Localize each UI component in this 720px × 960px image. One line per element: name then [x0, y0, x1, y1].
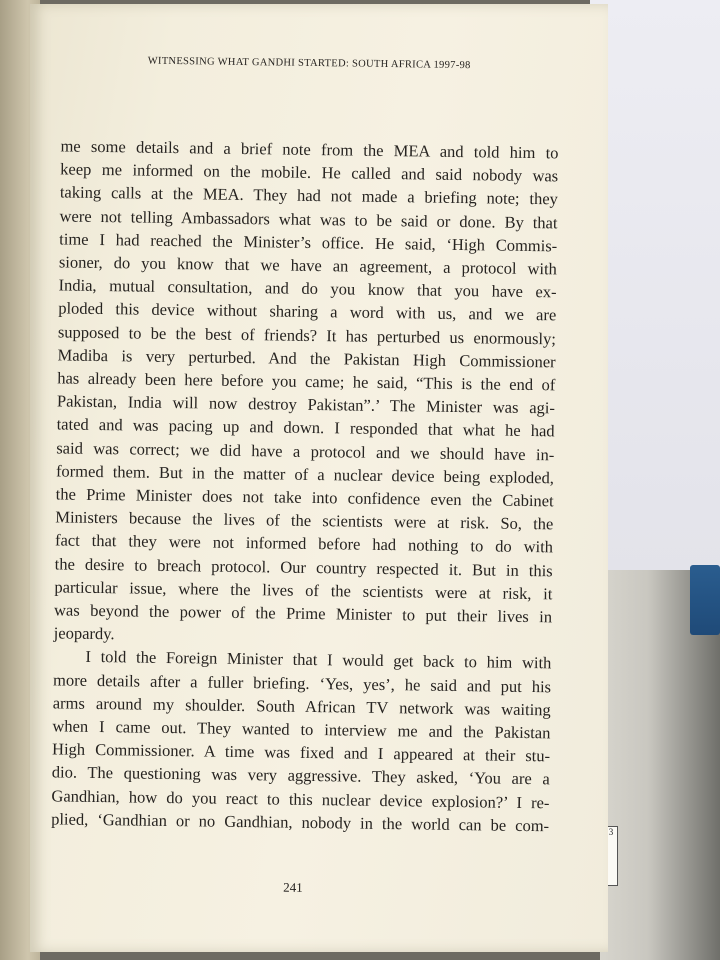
text-line: sioner, do you know that we have an agreement, a protocol with — [58, 252, 558, 279]
text-line: jeopardy. — [53, 623, 115, 644]
text-line: Ministers because the lives of the scientists were at risk. So, the — [55, 507, 554, 534]
text-line: were not telling Ambassadors what was to be said or done. By that — [59, 206, 558, 232]
text-line: fact that they were not informed before had nothing to do with — [54, 530, 554, 557]
text-line: High Commissioner. A time was fixed and I appeared at their stu- — [52, 739, 551, 766]
text-line: time I had reached the Minister’s office. He said, ‘High Commis- — [59, 229, 558, 256]
text-line: said was correct; we did have a protocol and we should have in- — [56, 438, 555, 464]
body-text — [51, 134, 559, 837]
text-line: supposed to be the best of friends? It has perturbed us enormously; — [57, 322, 557, 348]
background-blue-object — [690, 565, 720, 635]
text-line: taking calls at the MEA. They had not made a briefing note; they — [59, 182, 558, 209]
text-line: tated and was pacing up and down. I responded that what he had — [56, 414, 555, 441]
text-line: ploded this device without sharing a word with us, and we are — [58, 298, 557, 325]
text-line: more details after a fuller briefing. ‘Yes, yes’, he said and put his — [52, 670, 552, 697]
background-paper-sheet — [590, 0, 720, 575]
text-line: has already been here before you came; he said, “This is the end of — [57, 368, 556, 395]
text-line: particular issue, where the lives of the scientists were at risk, it — [54, 577, 553, 604]
text-line: plied, ‘Gandhian or no Gandhian, nobody in the world can be com- — [51, 809, 550, 836]
text-line: formed them. But in the matter of a nuclear device being exploded, — [55, 461, 555, 488]
page-number: 241 — [283, 879, 303, 895]
text-line: Pakistan, India will now destroy Pakistan”.’ The Minister was agi- — [56, 391, 556, 418]
text-line: India, mutual consultation, and do you know that you have ex- — [58, 275, 557, 302]
text-line: keep me informed on the mobile. He called and said nobody was — [60, 159, 559, 186]
text-line: was beyond the power of the Prime Minister to put their lives in — [53, 600, 553, 627]
book-page — [30, 4, 608, 952]
text-line: dio. The questioning was very aggressive. They asked, ‘You are a — [51, 762, 550, 789]
running-head: WITNESSING WHAT GANDHI STARTED: SOUTH AFRICA 1997-98 — [147, 55, 471, 72]
text-line: Madiba is very perturbed. And the Pakistan High Commissioner — [57, 345, 556, 372]
text-line: me some details and a brief note from the MEA and told him to — [60, 136, 559, 163]
text-line: when I came out. They wanted to interview me and the Pakistan — [52, 716, 551, 743]
page-content — [37, 0, 590, 955]
text-line: Gandhian, how do you react to this nuclear device explosion?’ I re- — [51, 786, 550, 813]
side-tab-label: 3 — [604, 826, 618, 886]
text-line: arms around my shoulder. South African TV network was waiting — [52, 693, 551, 720]
text-line: the desire to breach protocol. Our country respected it. But in this — [54, 554, 553, 580]
text-line: the Prime Minister does not take into confidence even the Cabinet — [55, 484, 554, 511]
text-line: I told the Foreign Minister that I would get back to him with — [85, 647, 552, 673]
